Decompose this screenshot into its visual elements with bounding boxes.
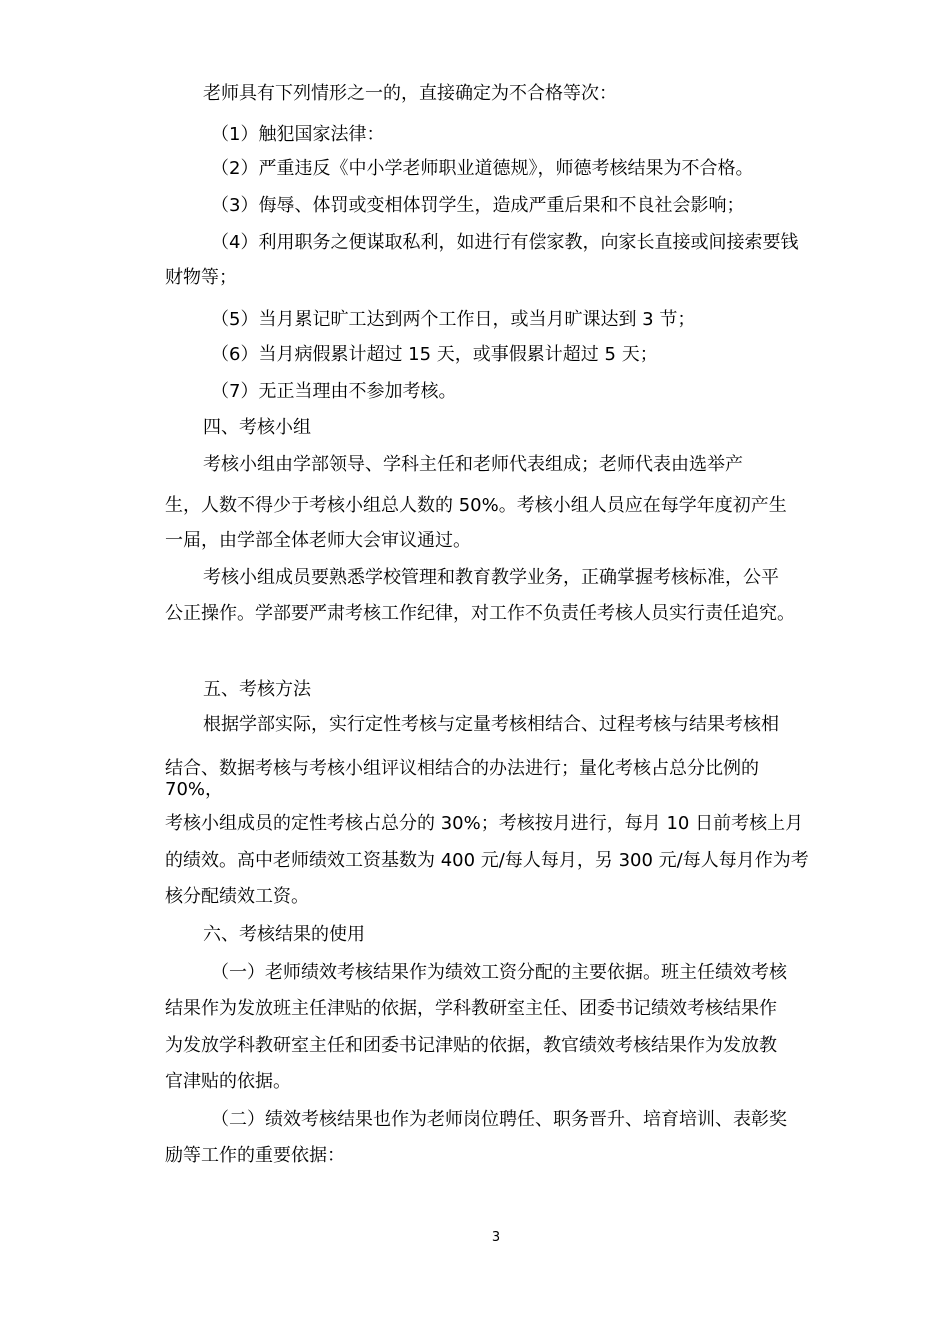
paragraph-line: 考核小组成员的定性考核占总分的 30%；考核按月进行，每月 10 日前考核上月 [165,813,804,834]
paragraph-line: 考核小组由学部领导、学科主任和老师代表组成；老师代表由选举产 [203,454,743,475]
section-heading: 六、考核结果的使用 [203,924,365,945]
paragraph-line: （二）绩效考核结果也作为老师岗位聘任、职务晋升、培育培训、表彰奖 [211,1109,787,1130]
paragraph-line: 根据学部实际，实行定性考核与定量考核相结合、过程考核与结果考核相 [203,714,779,735]
list-item: （3）侮辱、体罚或变相体罚学生，造成严重后果和不良社会影响； [211,195,745,216]
paragraph-line: 生，人数不得少于考核小组总人数的 50%。考核小组人员应在每学年度初产生 [165,495,787,516]
paragraph-line: 为发放学科教研室主任和团委书记津贴的依据，教官绩效考核结果作为发放教 [165,1035,777,1056]
paragraph-line: 70%， [165,779,224,800]
paragraph-line: 核分配绩效工资。 [165,886,309,907]
paragraph-line: 公正操作。学部要严肃考核工作纪律，对工作不负责任考核人员实行责任追究。 [165,603,795,624]
paragraph-line: （一）老师绩效考核结果作为绩效工资分配的主要依据。班主任绩效考核 [211,962,787,983]
paragraph-line: 结果作为发放班主任津贴的依据，学科教研室主任、团委书记绩效考核结果作 [165,998,777,1019]
paragraph-line: 一届，由学部全体老师大会审议通过。 [165,530,471,551]
list-item: （6）当月病假累计超过 15 天，或事假累计超过 5 天； [211,344,658,365]
list-item: （5）当月累记旷工达到两个工作日，或当月旷课达到 3 节； [211,309,696,330]
paragraph-line: 老师具有下列情形之一的，直接确定为不合格等次： [203,83,617,104]
section-heading: 五、考核方法 [203,679,311,700]
paragraph-line: 结合、数据考核与考核小组评议相结合的办法进行；量化考核占总分比例的 [165,758,759,779]
page-number: 3 [491,1230,501,1245]
list-item-continuation: 财物等； [165,267,237,288]
list-item: （4）利用职务之便谋取私利，如进行有偿家教，向家长直接或间接索要钱 [211,232,799,253]
list-item: （1）触犯国家法律： [211,124,385,145]
paragraph-line: 的绩效。高中老师绩效工资基数为 400 元/每人每月，另 300 元/每人每月作为考 [165,850,809,871]
paragraph-line: 官津贴的依据。 [165,1071,291,1092]
list-item: （2）严重违反《中小学老师职业道德规》，师德考核结果为不合格。 [211,158,754,179]
paragraph-line: 考核小组成员要熟悉学校管理和教育教学业务，正确掌握考核标准，公平 [203,567,779,588]
list-item: （7）无正当理由不参加考核。 [211,381,457,402]
paragraph-line: 励等工作的重要依据： [165,1145,345,1166]
section-heading: 四、考核小组 [203,417,311,438]
